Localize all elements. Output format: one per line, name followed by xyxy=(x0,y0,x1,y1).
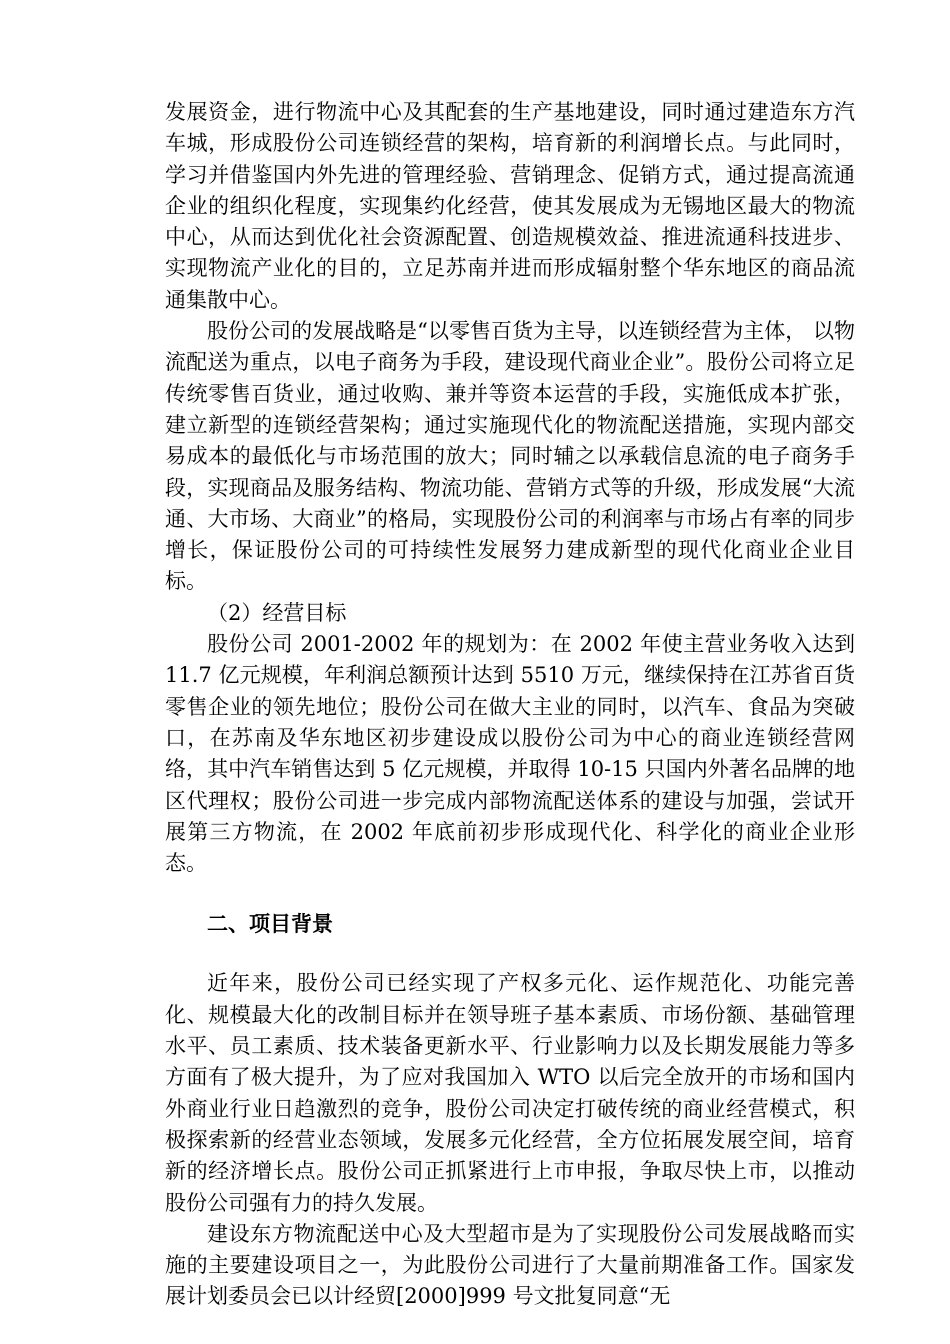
paragraph-logistics-center: 建设东方物流配送中心及大型超市是为了实现股份公司发展战略而实施的主要建设项目之一，为此股份公司进行了大量前期准备工作。国家发展计划委员会已以计经贸[2000]999 号文批复同意“无 xyxy=(165,1221,855,1309)
paragraph-development-funds: 发展资金，进行物流中心及其配套的生产基地建设，同时通过建造东方汽车城，形成股份公司连锁经营的架构，培育新的利润增长点。与此同时，学习并借鉴国内外先进的管理经验、营销理念、促销方式，通过提高流通企业的组织化程度，实现集约化经营，使其发展成为无锡地区最大的物流中心，从而达到优化社会资源配置、创造规模效益、推进流通科技进步、实现物流产业化的目的，立足苏南并进而形成辐射整个华东地区的商品流通集散中心。 xyxy=(165,100,855,312)
paragraph-recent-years: 近年来，股份公司已经实现了产权多元化、运作规范化、功能完善化、规模最大化的改制目标并在领导班子基本素质、市场份额、基础管理水平、员工素质、技术装备更新水平、行业影响力以及长期发展能力等多方面有了极大提升，为了应对我国加入 WTO 以后完全放开的市场和国内外商业行业日趋激烈的竞争，股份公司决定打破传统的商业经营模式，积极探索新的经营业态领域，发展多元化经营，全方位拓展发展空间，培育新的经济增长点。股份公司正抓紧进行上市申报，争取尽快上市，以推动股份公司强有力的持久发展。 xyxy=(165,971,855,1215)
section-heading-project-background: 二、项目背景 xyxy=(207,912,333,937)
paragraph-development-strategy: 股份公司的发展战略是“以零售百货为主导，以连锁经营为主体， 以物流配送为重点，以电子商务为手段，建设现代商业企业”。股份公司将立足传统零售百货业，通过收购、兼并等资本运营的手段，实施低成本扩张，建立新型的连锁经营架构；通过实施现代化的物流配送措施，实现内部交易成本的最低化与市场范围的放大；同时辅之以承载信息流的电子商务手段，实现商品及服务结构、物流功能、营销方式等的升级，形成发展“大流通、大市场、大商业”的格局，实现股份公司的利润率与市场占有率的同步增长，保证股份公司的可持续性发展努力建成新型的现代化商业企业目标。 xyxy=(165,319,855,594)
subheading-business-goals: （2）经营目标 xyxy=(207,600,347,625)
document-page xyxy=(165,97,855,1313)
paragraph-business-plan: 股份公司 2001-2002 年的规划为：在 2002 年使主营业务收入达到 11.7 亿元规模，年利润总额预计达到 5510 万元，继续保持在江苏省百货零售企业的领先地位；股份公司在做大主业的同时，以汽车、食品为突破口，在苏南及华东地区初步建设成以股份公司为中心的商业连锁经营网络，其中汽车销售达到 5 亿元规模，并取得 10-15 只国内外著名品牌的地区代理权；股份公司进一步完成内部物流配送体系的建设与加强，尝试开展第三方物流，在 2002 年底前初步形成现代化、科学化的商业企业形态。 xyxy=(165,632,856,876)
